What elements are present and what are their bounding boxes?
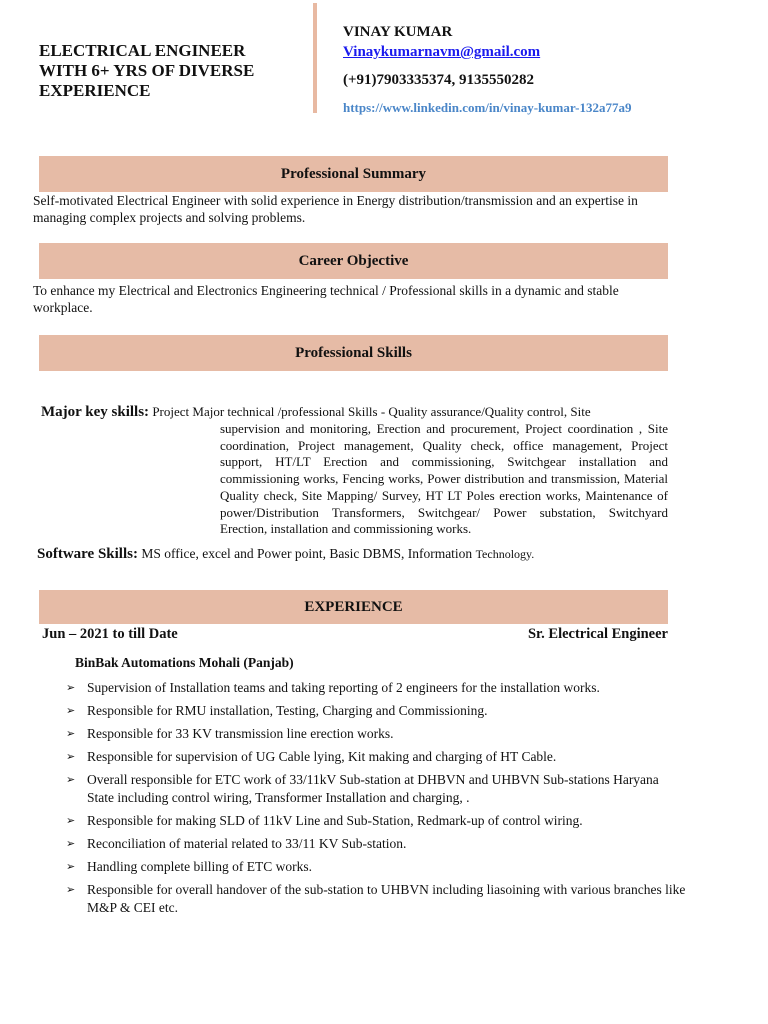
- software-skills-text: MS office, excel and Power point, Basic DBMS, Information: [137, 546, 476, 561]
- bullet-text: Handling complete billing of ETC works.: [87, 859, 312, 874]
- software-skills-line: [37, 546, 534, 563]
- linkedin-link[interactable]: https://www.linkedin.com/in/vinay-kumar-132a77a9: [343, 100, 632, 115]
- headline-line: ELECTRICAL ENGINEER: [39, 41, 246, 60]
- bullet-arrow-icon: ➢: [66, 728, 76, 740]
- experience-role: Sr. Electrical Engineer: [527, 626, 668, 642]
- bullet-text: Responsible for supervision of UG Cable lying, Kit making and charging of HT Cable.: [87, 749, 557, 764]
- software-skills-tail: Technology.: [475, 547, 535, 561]
- section-header-skills: Professional Skills: [39, 335, 668, 371]
- bullet-arrow-icon: ➢: [66, 838, 76, 850]
- bullet-arrow-icon: ➢: [66, 751, 76, 763]
- header-divider: [313, 3, 317, 113]
- headline-line: EXPERIENCE: [39, 81, 151, 100]
- section-header-objective: Career Objective: [39, 243, 668, 279]
- major-skills-line: [41, 404, 591, 421]
- list-item: [66, 812, 686, 830]
- software-skills-label: Software Skills:: [37, 546, 138, 562]
- experience-row: [42, 626, 668, 643]
- headline: [39, 41, 289, 101]
- candidate-name: VINAY KUMAR: [343, 24, 453, 40]
- bullet-text: Overall responsible for ETC work of 33/11kV Sub-station at DHBVN and UHBVN Sub-stations Haryana State including control wiring, Transformer Installation and charging, .: [87, 772, 659, 805]
- list-item: [66, 881, 686, 917]
- list-item: [66, 835, 686, 853]
- bullet-arrow-icon: ➢: [66, 774, 76, 786]
- bullet-text: Responsible for overall handover of the sub-station to UHBVN including liasoining with various branches like M&P & CEI etc.: [87, 882, 686, 915]
- bullet-text: Supervision of Installation teams and taking reporting of 2 engineers for the installation works.: [87, 680, 600, 695]
- list-item: [66, 702, 686, 720]
- bullet-text: Responsible for 33 KV transmission line erection works.: [87, 726, 394, 741]
- company-name: BinBak Automations Mohali (Panjab): [75, 655, 294, 670]
- list-item: [66, 771, 686, 807]
- bullet-text: Reconciliation of material related to 33/11 KV Sub-station.: [87, 836, 407, 851]
- bullet-arrow-icon: ➢: [66, 705, 76, 717]
- summary-text: Self-motivated Electrical Engineer with solid experience in Energy distribution/transmission and an expertise in managing complex projects and solving problems.: [33, 193, 638, 225]
- headline-line: WITH 6+ YRS OF DIVERSE: [39, 61, 255, 80]
- objective-text: To enhance my Electrical and Electronics Engineering technical / Professional skills in a dynamic and stable workplace.: [33, 283, 619, 315]
- section-header-summary: Professional Summary: [39, 156, 668, 192]
- bullet-text: Responsible for RMU installation, Testing, Charging and Commissioning.: [87, 703, 488, 718]
- bullet-arrow-icon: ➢: [66, 682, 76, 694]
- bullet-text: Responsible for making SLD of 11kV Line and Sub-Station, Redmark-up of control wiring.: [87, 813, 583, 828]
- bullet-arrow-icon: ➢: [66, 884, 76, 896]
- phone-number: (+91)7903335374, 9135550282: [343, 72, 535, 88]
- bullet-arrow-icon: ➢: [66, 815, 76, 827]
- list-item: [66, 725, 686, 743]
- major-skills-body: supervision and monitoring, Erection and procurement, Project coordination , Site coordination, Project management, Quality check, office management, Project support, HT/LT Erection and commissioning, Switchgear installation and commissioning works, Fencing works, Power distribution and transmission, Material Quality check, Site Mapping/ Survey, HT LT Poles erection works, Maintenance of power/Distribution Transformers, Switchgear/ Power substation, Switchyard Erection, installation and commissioning works.: [220, 421, 668, 537]
- email-link[interactable]: Vinaykumarnavm@gmail.com: [343, 44, 541, 60]
- list-item: [66, 679, 686, 697]
- list-item: [66, 748, 686, 766]
- list-item: [66, 858, 686, 876]
- experience-period: Jun – 2021 to till Date: [42, 626, 178, 642]
- bullet-arrow-icon: ➢: [66, 861, 76, 873]
- experience-bullets: [66, 679, 686, 922]
- major-skills-first: Project Major technical /professional Skills - Quality assurance/Quality control, Site: [149, 404, 591, 419]
- section-header-experience: EXPERIENCE: [39, 590, 668, 624]
- major-skills-label: Major key skills:: [41, 404, 150, 420]
